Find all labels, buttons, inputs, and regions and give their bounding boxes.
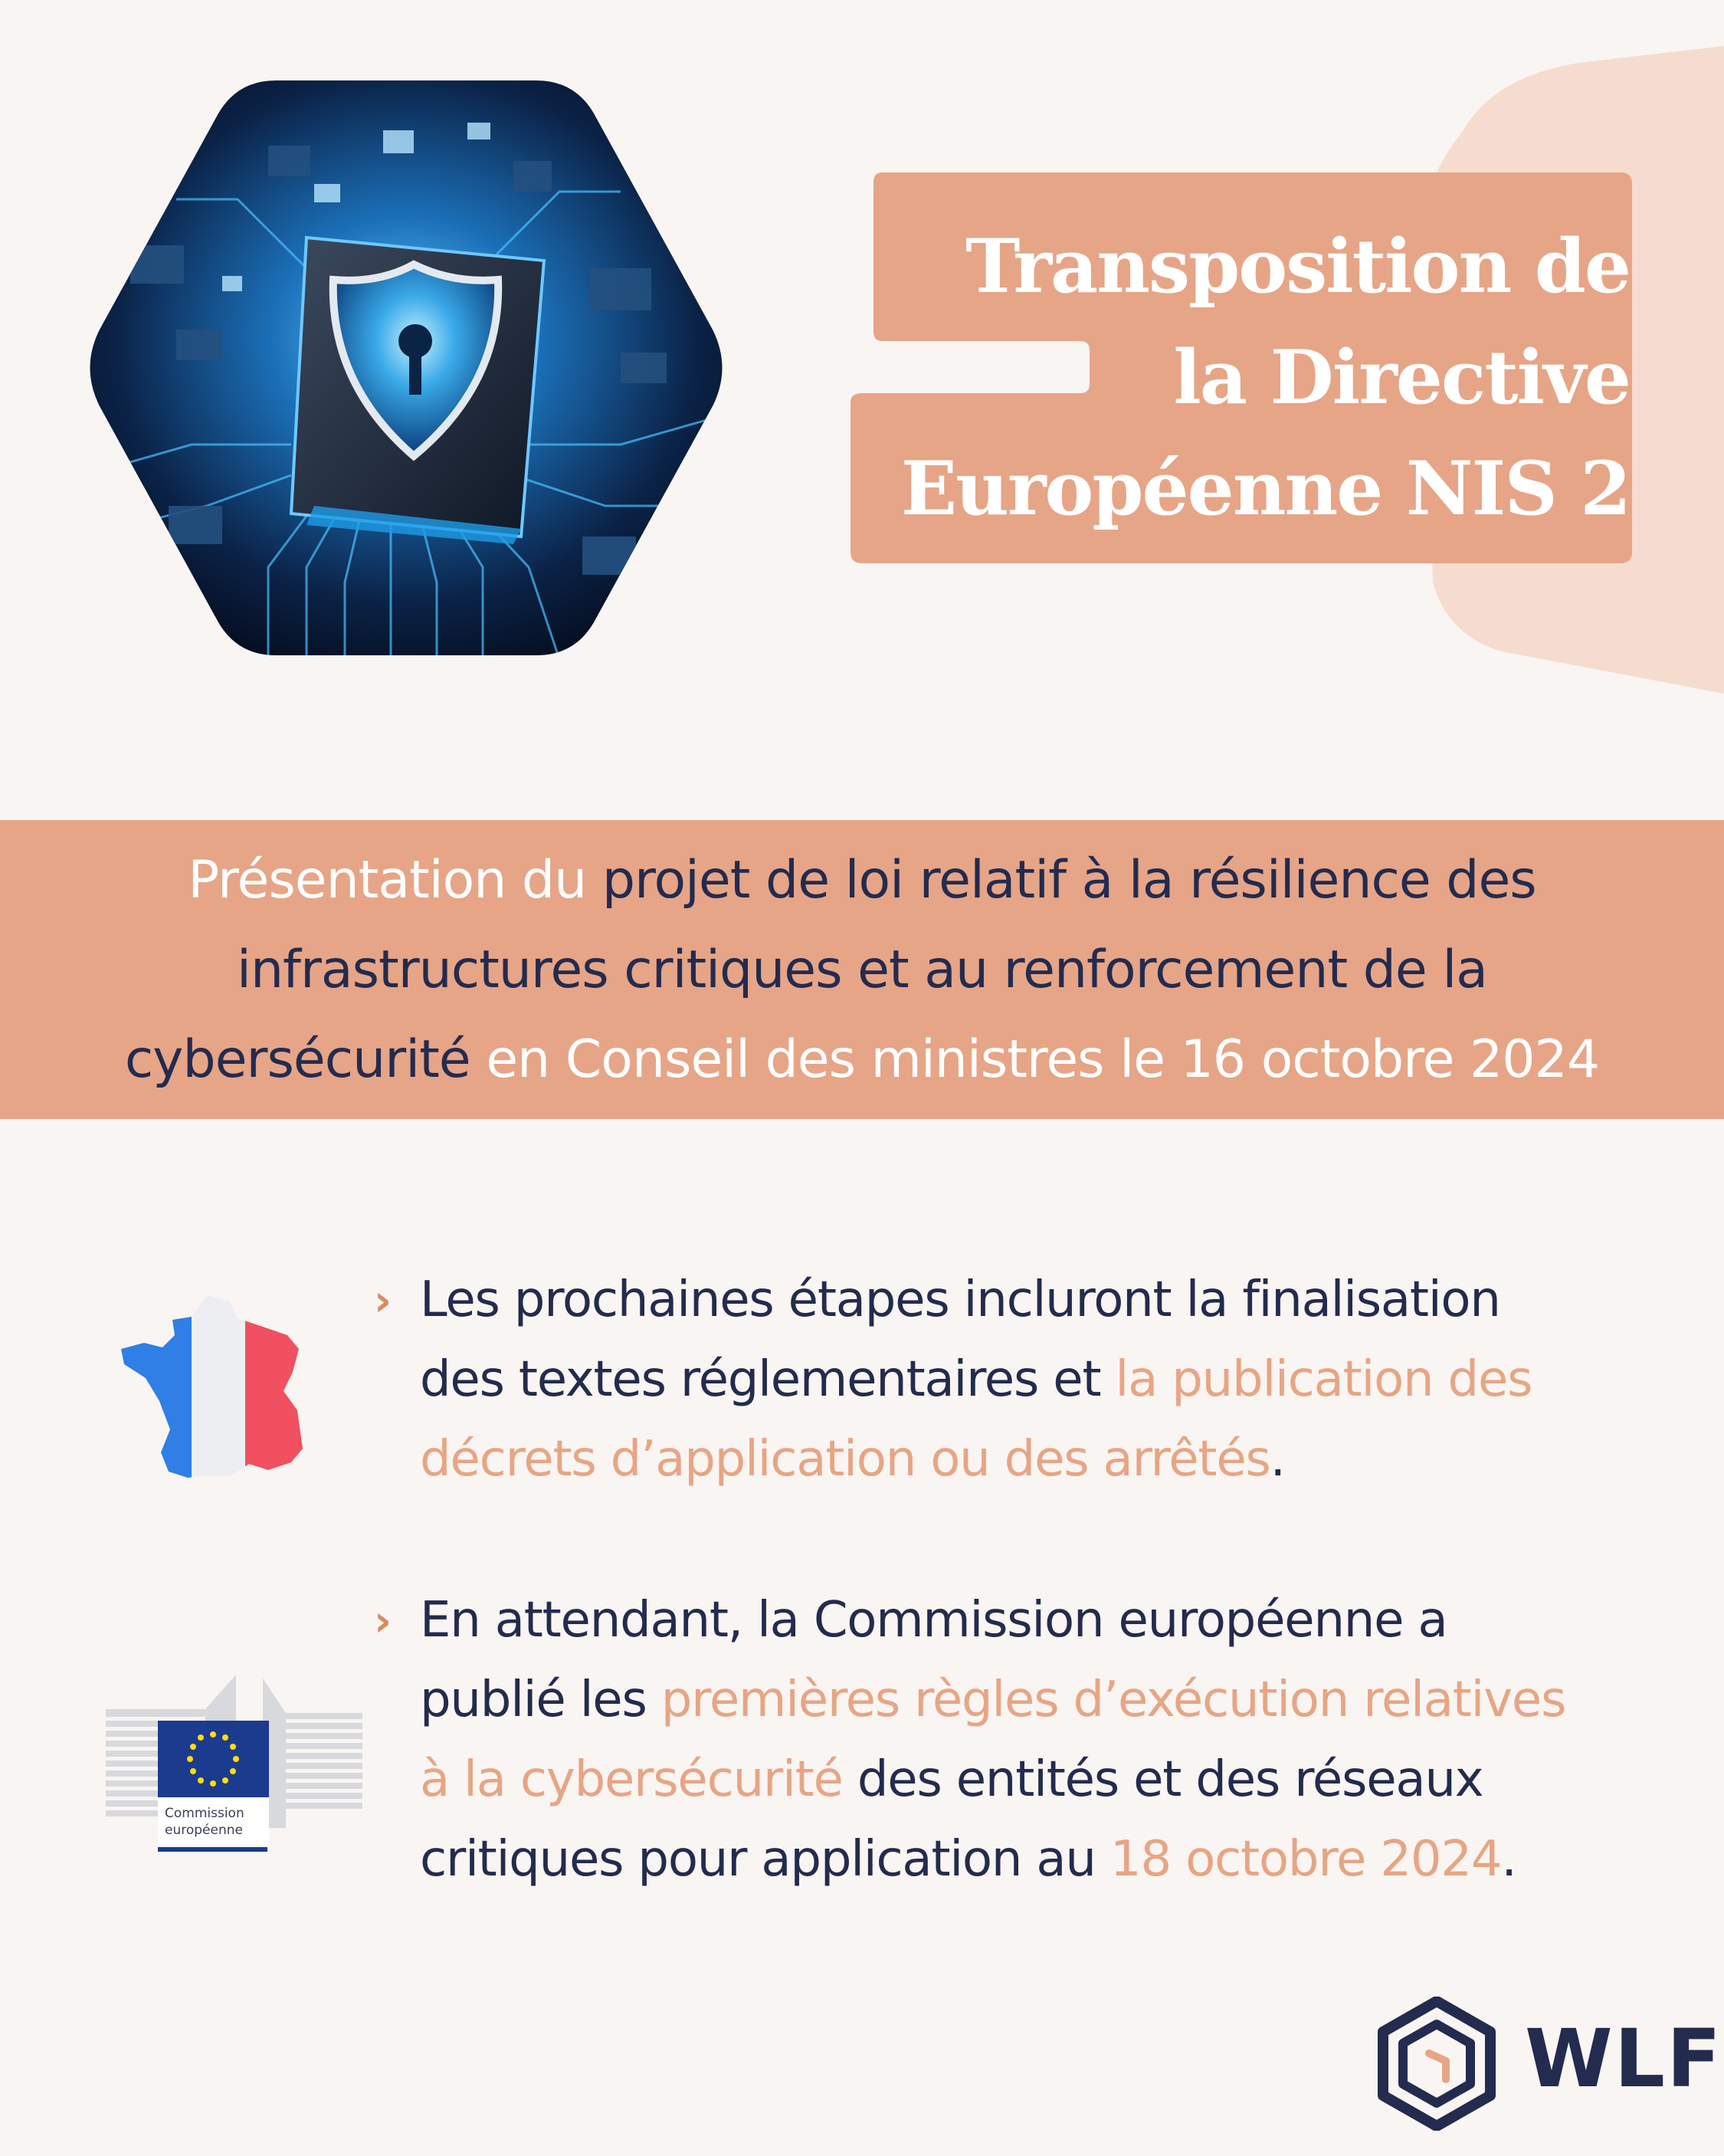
bullet-2-text: publié les xyxy=(420,1672,661,1728)
france-flag-map-icon xyxy=(115,1288,322,1487)
banner-text-outro: en Conseil des ministres le 16 octobre 2024 xyxy=(470,1029,1600,1090)
bullet-2-line-1: En attendant, la Commission européenne a xyxy=(420,1592,1447,1649)
banner-text-highlight-1: projet de loi relatif à la résilience des xyxy=(601,849,1536,911)
bullet-2-text-cont: des entités et des réseaux xyxy=(842,1751,1483,1808)
banner-text xyxy=(125,835,1599,1104)
bullet-2-period: . xyxy=(1501,1831,1516,1888)
bullet-1-period: . xyxy=(1270,1431,1285,1488)
chevron-right-icon: › xyxy=(374,1596,392,1646)
cyber-shield-image xyxy=(84,77,728,659)
bullet-1-line-1: Les prochaines étapes incluront la finalisation xyxy=(420,1272,1500,1328)
bullet-2-line-2 xyxy=(420,1660,1565,1740)
bullet-2-date: 18 octobre 2024 xyxy=(1109,1831,1502,1888)
eu-logo-caption xyxy=(165,1805,287,1839)
eu-caption-line-2: européenne xyxy=(165,1823,243,1838)
eu-caption-line-1: Commission xyxy=(165,1806,244,1821)
chevron-right-icon: › xyxy=(374,1276,392,1326)
bullet-2-text-end: critiques pour application au xyxy=(420,1831,1110,1888)
bullet-1-highlight: la publication des xyxy=(1115,1351,1532,1408)
bullet-next-steps xyxy=(420,1260,1532,1499)
bullet-1-line-3 xyxy=(420,1419,1532,1499)
title-line-1: Transposition de xyxy=(965,223,1630,310)
title-container xyxy=(851,172,1632,563)
banner-text-highlight-2: infrastructures critiques et au renforcement de la xyxy=(237,939,1487,1000)
brand-name: WLF xyxy=(1525,2012,1723,2105)
banner-text-intro: Présentation du xyxy=(188,849,602,911)
bullet-2-line-3 xyxy=(420,1740,1565,1820)
bullet-1-line-2 xyxy=(420,1340,1532,1419)
title-line-2: la Directive xyxy=(1173,334,1630,421)
bullet-commission xyxy=(420,1580,1565,1899)
page-title xyxy=(901,211,1630,544)
bullet-1-highlight-cont: décrets d’application ou des arrêtés xyxy=(420,1431,1270,1488)
bullet-2-highlight: premières règles d’exécution relatives xyxy=(660,1672,1566,1728)
bullet-2-highlight-cont: à la cybersécurité xyxy=(420,1751,843,1808)
bullet-2-line-4 xyxy=(420,1820,1565,1899)
eu-logo-underline xyxy=(158,1847,267,1852)
wlf-hexagon-logo xyxy=(1375,1997,1498,2131)
banner-text-highlight-3: cybersécurité xyxy=(124,1029,470,1090)
title-line-3: Européenne NIS 2 xyxy=(900,445,1630,532)
bullet-1-text: des textes réglementaires et xyxy=(420,1351,1116,1408)
announcement-banner xyxy=(0,820,1724,1119)
